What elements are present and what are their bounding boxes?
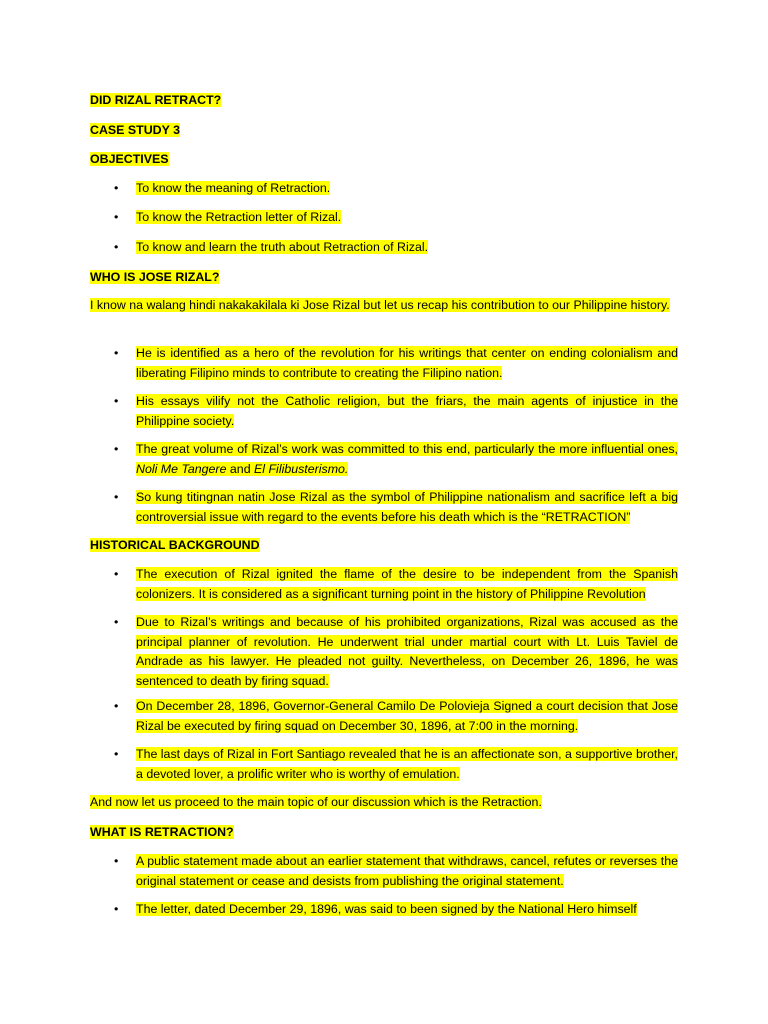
- book-title-fili: El Filibusterismo.: [254, 461, 349, 476]
- bullet-icon: •: [114, 181, 119, 195]
- bullet-icon: •: [114, 854, 119, 868]
- document-title: DID RIZAL RETRACT?: [90, 93, 222, 107]
- bullet-icon: •: [114, 240, 119, 254]
- bullet-icon: •: [114, 442, 119, 456]
- bullet-icon: •: [114, 346, 119, 360]
- bullet-icon: •: [114, 615, 119, 629]
- transition-paragraph: And now let us proceed to the main topic of our discussion which is the Retraction.: [90, 795, 542, 809]
- bullet-icon: •: [114, 490, 119, 504]
- what-heading: WHAT IS RETRACTION?: [90, 825, 234, 839]
- bullet-icon: •: [114, 902, 119, 916]
- bullet-icon: •: [114, 210, 119, 224]
- who-intro: I know na walang hindi nakakakilala ki Jose Rizal but let us recap his contribution to our Philippine history.: [90, 298, 670, 312]
- document-page: DID RIZAL RETRACT? CASE STUDY 3 OBJECTIVES • To know the meaning of Retraction. • To know the Retraction letter of Rizal. • To know and learn the truth about Retraction of Rizal. WHO IS JOSE RIZAL? I know na walang hindi nakakakilala ki Jose Rizal but let us recap his contribution to our Philippine history. • He is identified as a hero of the revolution for his writings that center on ending colonialism and liberating Filipino minds to contribute to creating the Filipino nation. • His essays vilify not the Catholic religion, but the friars, the main agents of injustice in the Philippine society. • The great volume of Rizal’s work was committed to this end, particularly the more influential ones, Noli Me Tangere and El Filibusterismo. • So kung titingnan natin Jose Rizal as the symbol of Philippine nationalism and sacrifice left a big controversial issue with regard to the events before his death which is the “RETRACTION” HISTORICAL BACKGROUND • The execution of Rizal ignited the flame of the desire to be independent from the Spanish colonizers. It is considered as a significant turning point in the history of Philippine Revolution • Due to Rizal’s writings and because of his prohibited organizations, Rizal was accused as the principal planner of revolution. He underwent trial under martial court with Lt. Luis Taviel de Andrade as his lawyer. He pleaded not guilty. Nevertheless, on December 26, 1896, he was sentenced to death by firing squad. • On December 28, 1896, Governor-General Camilo De Polovieja Signed a court decision that Jose Rizal be executed by firing squad on December 30, 1896, at 7:00 in the morning. • The last days of Rizal in Fort Santiago revealed that he is an affectionate son, a supportive brother, a devoted lover, a prolific writer who is worthy of emulation. And now let us proceed to the main topic of our discussion which is the Retraction. WHAT IS RETRACTION? • A public statement made about an earlier statement that withdraws, cancel, refutes or reverses the original statement or cease and desists from publishing the original statement. • The letter, dated December 29, 1896, was said to been signed by the National Hero himself: [0, 0, 768, 1024]
- who-heading: WHO IS JOSE RIZAL?: [90, 270, 220, 284]
- book-title-noli: Noli Me Tangere: [136, 461, 227, 476]
- case-study-label: CASE STUDY 3: [90, 123, 180, 137]
- bullet-icon: •: [114, 699, 119, 713]
- bullet-icon: •: [114, 567, 119, 581]
- historical-heading: HISTORICAL BACKGROUND: [90, 538, 260, 552]
- objectives-heading: OBJECTIVES: [90, 152, 169, 166]
- bullet-icon: •: [114, 747, 119, 761]
- bullet-icon: •: [114, 394, 119, 408]
